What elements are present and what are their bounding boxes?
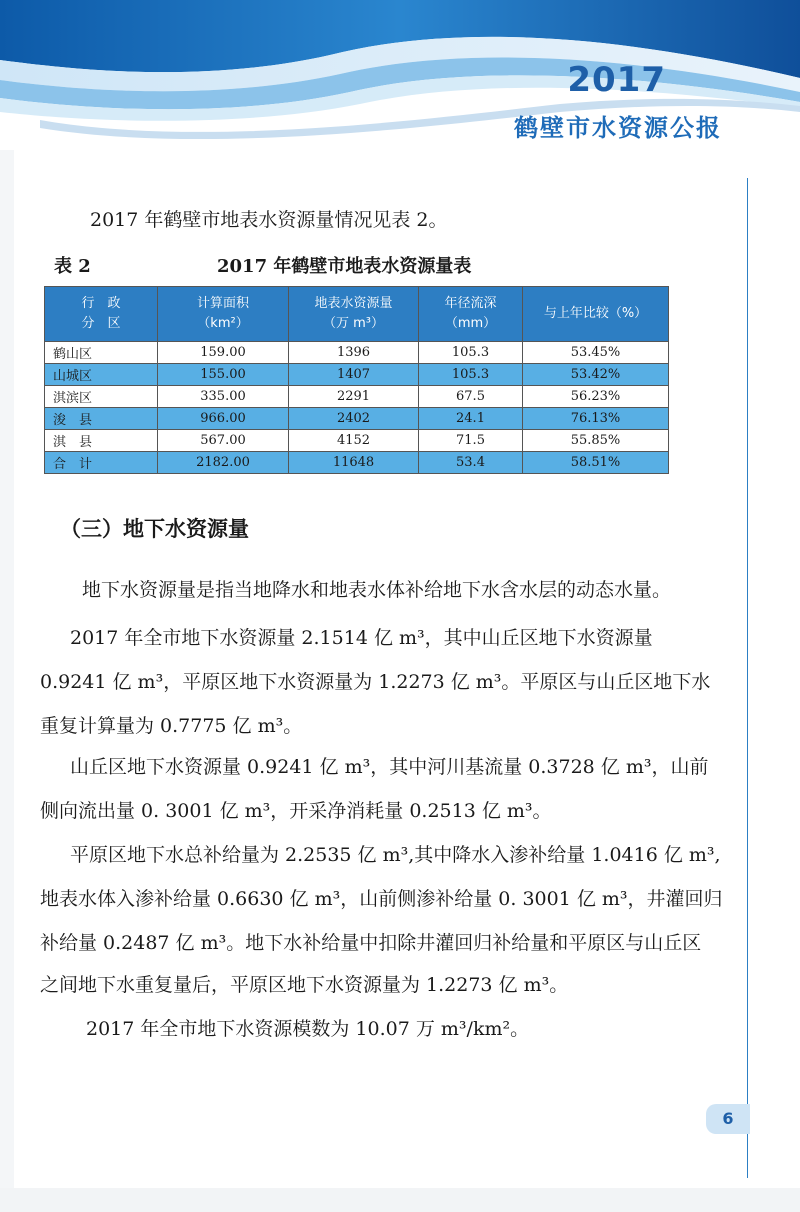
table-header-row	[45, 287, 669, 342]
table-row	[45, 364, 669, 386]
paragraph-total-line3: 重复计算量为 0.7775 亿 m³。	[40, 715, 303, 737]
paragraph-plain-line1: 平原区地下水总补给量为 2.2535 亿 m³,其中降水入渗补给量 1.0416 亿 m³,	[70, 844, 721, 866]
table-title: 2017 年鹤壁市地表水资源量表	[217, 256, 472, 277]
header-area-line1: 计算面积	[196, 296, 249, 311]
cell-volume: 2402	[289, 408, 419, 430]
header-change-line1: 与上年比较（%）	[543, 306, 648, 321]
paragraph-total-line1: 2017 年全市地下水资源量 2.1514 亿 m³，其中山丘区地下水资源量	[70, 627, 653, 649]
header-volume-line1: 地表水资源量	[314, 296, 393, 311]
cell-change: 55.85%	[523, 430, 669, 452]
header-volume-line2: （万 m³）	[322, 316, 384, 331]
cell-change: 53.42%	[523, 364, 669, 386]
cell-change: 56.23%	[523, 386, 669, 408]
paragraph-plain-line4: 之间地下水重复量后，平原区地下水资源量为 1.2273 亿 m³。	[40, 974, 569, 996]
page-left-edge	[0, 0, 14, 1212]
cell-district: 山城区	[45, 364, 158, 386]
cell-depth: 71.5	[419, 430, 523, 452]
header-district-line2: 分 区	[81, 316, 121, 331]
cell-district: 淇 县	[45, 430, 158, 452]
cell-depth: 67.5	[419, 386, 523, 408]
header-volume	[289, 287, 419, 342]
cell-change: 58.51%	[523, 452, 669, 474]
header-area	[158, 287, 289, 342]
cell-depth: 24.1	[419, 408, 523, 430]
page-bottom-edge	[0, 1188, 800, 1212]
surface-water-table	[44, 286, 669, 474]
cell-area: 335.00	[158, 386, 289, 408]
cell-depth: 105.3	[419, 342, 523, 364]
paragraph-hill-line2: 侧向流出量 0. 3001 亿 m³，开采净消耗量 0.2513 亿 m³。	[40, 800, 552, 822]
table-total-row	[45, 452, 669, 474]
table-row	[45, 430, 669, 452]
cell-volume: 2291	[289, 386, 419, 408]
header-depth-line2: （mm）	[444, 316, 497, 331]
cell-depth: 53.4	[419, 452, 523, 474]
paragraph-plain-line3: 补给量 0.2487 亿 m³。地下水补给量中扣除井灌回归补给量和平原区与山丘区	[40, 932, 702, 954]
section-heading: （三）地下水资源量	[60, 517, 249, 541]
page-number: 6	[722, 1109, 734, 1128]
cell-volume: 11648	[289, 452, 419, 474]
cell-volume: 1396	[289, 342, 419, 364]
cell-volume: 1407	[289, 364, 419, 386]
table-row	[45, 408, 669, 430]
cell-area: 155.00	[158, 364, 289, 386]
paragraph-total-line2: 0.9241 亿 m³，平原区地下水资源量为 1.2273 亿 m³。平原区与山丘区地下水	[40, 671, 711, 693]
right-margin-rule	[747, 178, 748, 1178]
paragraph-definition: 地下水资源量是指当地降水和地表水体补给地下水含水层的动态水量。	[82, 579, 672, 601]
cell-depth: 105.3	[419, 364, 523, 386]
cell-change: 76.13%	[523, 408, 669, 430]
cell-district: 鹤山区	[45, 342, 158, 364]
header-year: 2017	[567, 60, 666, 100]
header-change	[523, 287, 669, 342]
cell-district: 浚 县	[45, 408, 158, 430]
cell-volume: 4152	[289, 430, 419, 452]
table-label: 表 2	[54, 256, 91, 277]
paragraph-plain-line2: 地表水体入渗补给量 0.6630 亿 m³，山前侧渗补给量 0. 3001 亿 m³，井灌回归	[40, 888, 723, 910]
cell-area: 966.00	[158, 408, 289, 430]
header-depth-line1: 年径流深	[444, 296, 497, 311]
cell-area: 2182.00	[158, 452, 289, 474]
table-row	[45, 342, 669, 364]
table-row	[45, 386, 669, 408]
intro-paragraph: 2017 年鹤壁市地表水资源量情况见表 2。	[90, 209, 448, 231]
cell-district: 淇滨区	[45, 386, 158, 408]
header-depth	[419, 287, 523, 342]
header-district	[45, 287, 158, 342]
cell-change: 53.45%	[523, 342, 669, 364]
header-district-line1: 行 政	[81, 296, 121, 311]
paragraph-hill-line1: 山丘区地下水资源量 0.9241 亿 m³，其中河川基流量 0.3728 亿 m³，山前	[70, 756, 709, 778]
header-title: 鹤壁市水资源公报	[514, 114, 722, 142]
page-number-tab	[706, 1104, 750, 1134]
cell-area: 159.00	[158, 342, 289, 364]
cell-district: 合 计	[45, 452, 158, 474]
header-area-line2: （km²）	[197, 316, 249, 331]
paragraph-modulus: 2017 年全市地下水资源模数为 10.07 万 m³/km²。	[86, 1018, 530, 1040]
cell-area: 567.00	[158, 430, 289, 452]
